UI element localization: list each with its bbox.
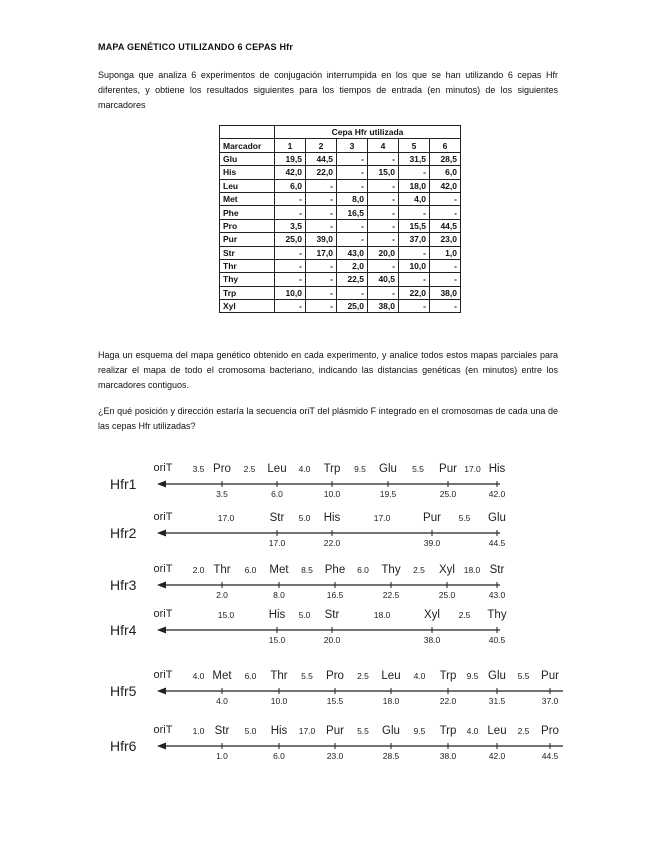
marker-name: Thr	[270, 670, 288, 682]
marker-time: 44.5	[541, 751, 559, 761]
marker-time: 6.0	[273, 751, 285, 761]
table-marker-cell: Thr	[220, 259, 275, 272]
gap-distance: 2.5	[243, 464, 256, 474]
table-value-cell: -	[337, 286, 368, 299]
table-value-cell: -	[399, 166, 430, 179]
table-value-cell: 17,0	[306, 246, 337, 259]
gap-distance: 2.5	[517, 726, 530, 736]
gap-distance: 18.0	[373, 610, 391, 620]
orit-label: oriT	[153, 669, 173, 681]
intro-paragraph: Suponga que analiza 6 experimentos de conjugación interrumpida en los que se han utilizando 6 cepas Hfr diferentes, y obtiene los resultados siguientes para los tiempos de entrada (en minutos) de los siguientes marcadores	[98, 70, 558, 110]
marker-name: Pur	[439, 463, 457, 475]
table-strain-header: 1	[275, 139, 306, 152]
table-value-cell: 2,0	[337, 259, 368, 272]
table-value-cell: -	[306, 206, 337, 219]
hfr-label: Hfr6	[110, 738, 137, 754]
table-marker-cell: Met	[220, 192, 275, 205]
marker-name: Trp	[439, 670, 457, 682]
marker-time: 15.0	[268, 635, 286, 645]
marker-time: 31.5	[488, 696, 506, 706]
marker-name: Phe	[324, 564, 346, 576]
table-value-cell: 8,0	[337, 192, 368, 205]
table-value-cell: -	[275, 246, 306, 259]
table-value-cell: 16,5	[337, 206, 368, 219]
marker-name: Pro	[326, 670, 344, 682]
table-strain-header: 3	[337, 139, 368, 152]
marker-name: Leu	[267, 463, 287, 475]
table-value-cell: -	[399, 300, 430, 313]
table-value-cell: -	[399, 206, 430, 219]
marker-name: His	[268, 609, 286, 621]
table-value-cell: 37,0	[399, 233, 430, 246]
table-value-cell: -	[275, 206, 306, 219]
marker-time: 2.0	[216, 590, 228, 600]
table-value-cell: 39,0	[306, 233, 337, 246]
marker-name: Leu	[487, 725, 507, 737]
marker-name: Thy	[487, 609, 507, 621]
table-marker-cell: Pur	[220, 233, 275, 246]
gap-distance: 4.0	[413, 671, 426, 681]
table-marker-header: Marcador	[220, 139, 275, 152]
table-value-cell: 18,0	[399, 179, 430, 192]
gap-distance: 4.0	[466, 726, 479, 736]
table-marker-cell: Pro	[220, 219, 275, 232]
table-value-cell: -	[306, 259, 337, 272]
marker-name: Leu	[381, 670, 401, 682]
gap-distance: 2.5	[458, 610, 471, 620]
marker-time: 17.0	[268, 538, 286, 548]
table-value-cell: 22,0	[306, 166, 337, 179]
table-value-cell: -	[337, 166, 368, 179]
table-marker-cell: Phe	[220, 206, 275, 219]
gap-distance: 5.5	[301, 671, 313, 681]
table-value-cell: 40,5	[368, 273, 399, 286]
table-value-cell: 25,0	[337, 300, 368, 313]
orit-label: oriT	[153, 462, 173, 474]
table-value-cell: 4,0	[399, 192, 430, 205]
gap-distance: 5.0	[298, 513, 311, 523]
gap-distance: 8.5	[301, 565, 313, 575]
marker-time: 42.0	[488, 489, 506, 499]
gap-distance: 9.5	[466, 671, 479, 681]
marker-name: Str	[489, 564, 505, 576]
gap-distance: 17.0	[464, 464, 481, 474]
marker-name: Pro	[541, 725, 559, 737]
gap-distance: 17.0	[217, 513, 235, 523]
table-value-cell: -	[368, 206, 399, 219]
table-value-cell: 15,0	[368, 166, 399, 179]
table-value-cell: 3,5	[275, 219, 306, 232]
direction-arrowhead	[157, 481, 166, 488]
table-marker-cell: Glu	[220, 152, 275, 165]
gap-distance: 4.0	[298, 464, 311, 474]
table-value-cell: -	[306, 300, 337, 313]
table-value-cell: -	[368, 233, 399, 246]
table-value-cell: 6,0	[430, 166, 461, 179]
table-value-cell: -	[430, 259, 461, 272]
table-marker-cell: Leu	[220, 179, 275, 192]
table-marker-cell: His	[220, 166, 275, 179]
table-value-cell: -	[337, 233, 368, 246]
table-value-cell: -	[368, 192, 399, 205]
marker-name: Pur	[326, 725, 344, 737]
table-value-cell: 38,0	[430, 286, 461, 299]
gap-distance: 17.0	[298, 726, 316, 736]
table-value-cell: 22,0	[399, 286, 430, 299]
gap-distance: 5.5	[517, 671, 530, 681]
table-value-cell: 42,0	[430, 179, 461, 192]
marker-name: Pro	[213, 463, 231, 475]
marker-name: Glu	[488, 670, 506, 682]
gap-distance: 2.5	[413, 565, 425, 575]
marker-time: 22.5	[382, 590, 400, 600]
table-value-cell: -	[275, 192, 306, 205]
marker-name: Met	[212, 670, 232, 682]
table-value-cell: -	[430, 192, 461, 205]
hfr-label: Hfr4	[110, 622, 137, 638]
marker-time: 10.0	[323, 489, 341, 499]
marker-name: Thr	[213, 564, 231, 576]
marker-time: 23.0	[326, 751, 344, 761]
marker-name: Glu	[382, 725, 400, 737]
table-marker-cell: Xyl	[220, 300, 275, 313]
gap-distance: 4.0	[192, 671, 205, 681]
hfr-label: Hfr5	[110, 683, 137, 699]
marker-time: 18.0	[382, 696, 400, 706]
marker-time: 4.0	[216, 696, 228, 706]
gap-distance: 17.0	[373, 513, 391, 523]
table-value-cell: 15,5	[399, 219, 430, 232]
table-value-cell: -	[337, 179, 368, 192]
marker-time: 10.0	[270, 696, 288, 706]
direction-arrowhead	[157, 530, 166, 537]
marker-name: Thy	[381, 564, 401, 576]
gap-distance: 6.0	[357, 565, 369, 575]
table-value-cell: 1,0	[430, 246, 461, 259]
gap-distance: 2.0	[192, 565, 205, 575]
marker-time: 37.0	[541, 696, 559, 706]
gap-distance: 1.0	[192, 726, 205, 736]
marker-time: 28.5	[382, 751, 400, 761]
marker-name: Glu	[379, 463, 397, 475]
table-value-cell: 31,5	[399, 152, 430, 165]
marker-time: 25.0	[439, 489, 457, 499]
orit-label: oriT	[153, 511, 173, 523]
table-value-cell: -	[368, 286, 399, 299]
table-marker-cell: Str	[220, 246, 275, 259]
gap-distance: 9.5	[354, 464, 366, 474]
marker-name: His	[323, 512, 341, 524]
marker-name: Str	[269, 512, 285, 524]
table-value-cell: -	[275, 300, 306, 313]
question-paragraph: ¿En qué posición y dirección estaría la secuencia oriT del plásmido F integrado en el cromosomas de cada una de las cepas Hfr utilizadas?	[98, 406, 558, 431]
marker-time: 42.0	[488, 751, 506, 761]
table-value-cell: 6,0	[275, 179, 306, 192]
gap-distance: 18.0	[463, 565, 481, 575]
gap-distance: 9.5	[413, 726, 426, 736]
marker-name: Trp	[323, 463, 341, 475]
gap-distance: 5.5	[357, 726, 369, 736]
marker-time: 39.0	[423, 538, 441, 548]
hfr-label: Hfr2	[110, 525, 137, 541]
marker-name: Str	[324, 609, 340, 621]
table-value-cell: 10,0	[275, 286, 306, 299]
gap-distance: 5.0	[298, 610, 311, 620]
document-title: MAPA GENÉTICO UTILIZANDO 6 CEPAS Hfr	[98, 42, 294, 52]
table-value-cell: 19,5	[275, 152, 306, 165]
hfr-label: Hfr3	[110, 577, 137, 593]
marker-time: 44.5	[488, 538, 506, 548]
table-strain-header: 4	[368, 139, 399, 152]
table-value-cell: -	[306, 192, 337, 205]
marker-name: Trp	[439, 725, 457, 737]
table-value-cell: -	[275, 259, 306, 272]
direction-arrowhead	[157, 582, 166, 589]
hfr-label: Hfr1	[110, 476, 137, 492]
table-value-cell: -	[368, 259, 399, 272]
gap-distance: 6.0	[244, 565, 257, 575]
marker-time: 25.0	[438, 590, 456, 600]
marker-name: Xyl	[424, 609, 440, 621]
marker-name: Glu	[488, 512, 506, 524]
marker-time: 6.0	[271, 489, 283, 499]
direction-arrowhead	[157, 743, 166, 750]
marker-time: 38.0	[423, 635, 441, 645]
table-value-cell: -	[306, 273, 337, 286]
table-value-cell: -	[306, 179, 337, 192]
table-value-cell: -	[430, 206, 461, 219]
table-value-cell: 25,0	[275, 233, 306, 246]
marker-name: His	[270, 725, 288, 737]
table-value-cell: 44,5	[430, 219, 461, 232]
marker-name: Xyl	[439, 564, 455, 576]
table-value-cell: 10,0	[399, 259, 430, 272]
table-value-cell: -	[399, 246, 430, 259]
orit-label: oriT	[153, 563, 173, 575]
gap-distance: 15.0	[217, 610, 235, 620]
marker-time: 16.5	[326, 590, 344, 600]
table-value-cell: -	[306, 219, 337, 232]
table-value-cell: -	[337, 219, 368, 232]
table-value-cell: -	[430, 273, 461, 286]
marker-time: 15.5	[326, 696, 344, 706]
marker-name: Str	[214, 725, 230, 737]
marker-name: Pur	[423, 512, 441, 524]
table-value-cell: 20,0	[368, 246, 399, 259]
table-value-cell: 38,0	[368, 300, 399, 313]
marker-time: 38.0	[439, 751, 457, 761]
table-group-header: Cepa Hfr utilizada	[275, 126, 461, 139]
marker-time: 1.0	[216, 751, 228, 761]
table-value-cell: 43,0	[337, 246, 368, 259]
marker-time: 43.0	[488, 590, 506, 600]
table-value-cell: 28,5	[430, 152, 461, 165]
table-marker-cell: Thy	[220, 273, 275, 286]
table-value-cell: -	[306, 286, 337, 299]
marker-time: 8.0	[273, 590, 285, 600]
gap-distance: 3.5	[192, 464, 205, 474]
table-value-cell: -	[368, 179, 399, 192]
table-value-cell: 42,0	[275, 166, 306, 179]
marker-time: 19.5	[379, 489, 397, 499]
table-value-cell: -	[368, 152, 399, 165]
table-value-cell: -	[337, 152, 368, 165]
gap-distance: 2.5	[357, 671, 369, 681]
table-strain-header: 5	[399, 139, 430, 152]
marker-name: Met	[269, 564, 289, 576]
gap-distance: 5.5	[458, 513, 471, 523]
table-value-cell: 23,0	[430, 233, 461, 246]
table-value-cell: -	[430, 300, 461, 313]
table-value-cell: -	[275, 273, 306, 286]
marker-name: His	[488, 463, 506, 475]
direction-arrowhead	[157, 627, 166, 634]
table-strain-header: 6	[430, 139, 461, 152]
direction-arrowhead	[157, 688, 166, 695]
orit-label: oriT	[153, 608, 173, 620]
marker-time: 22.0	[323, 538, 341, 548]
instruction-paragraph: Haga un esquema del mapa genético obtenido en cada experimento, y analice todos estos mapas parciales para realizar el mapa de todo el cromosoma bacteriano, indicando las distancias genéticas (en minutos) entre los marcadores contiguos.	[98, 350, 558, 390]
marker-name: Pur	[541, 670, 559, 682]
table-value-cell: -	[368, 219, 399, 232]
marker-time: 40.5	[488, 635, 506, 645]
gap-distance: 6.0	[244, 671, 257, 681]
table-marker-cell: Trp	[220, 286, 275, 299]
table-strain-header: 2	[306, 139, 337, 152]
table-value-cell: -	[399, 273, 430, 286]
table-value-cell: 22,5	[337, 273, 368, 286]
marker-time: 22.0	[439, 696, 457, 706]
marker-time: 3.5	[216, 489, 228, 499]
gap-distance: 5.5	[412, 464, 424, 474]
gap-distance: 5.0	[244, 726, 257, 736]
marker-time: 20.0	[323, 635, 341, 645]
orit-label: oriT	[153, 724, 173, 736]
table-value-cell: 44,5	[306, 152, 337, 165]
